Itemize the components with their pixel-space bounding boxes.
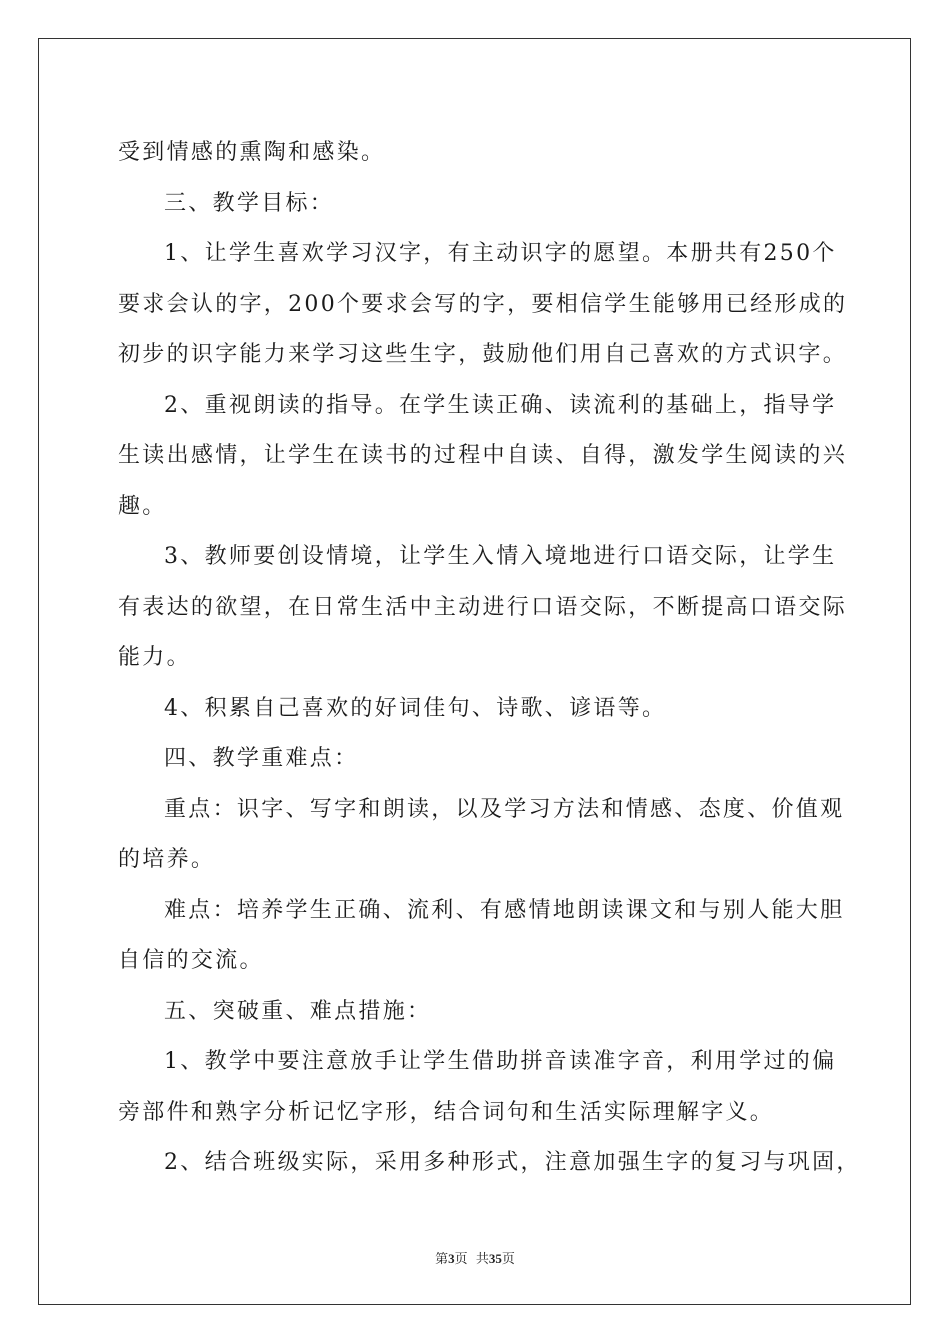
- text-line: 趣。: [118, 493, 167, 519]
- total-prefix: 共: [475, 1252, 489, 1267]
- page-footer: [0, 1248, 950, 1267]
- text-line: 要求会认的字，200个要求会写的字，要相信学生能够用已经形成的: [118, 291, 848, 317]
- text-line: 生读出感情，让学生在读书的过程中自读、自得，激发学生阅读的兴: [118, 443, 848, 468]
- page-number: 3: [448, 1251, 455, 1266]
- text-line: 4、积累自己喜欢的好词佳句、诗歌、谚语等。: [164, 695, 667, 721]
- section-heading: 四、教学重难点：: [164, 746, 359, 771]
- text-line: 难点：培养学生正确、流利、有感情地朗读课文和与别人能大胆: [164, 897, 845, 923]
- text-line: 能力。: [118, 645, 191, 670]
- text-line: 3、教师要创设情境，让学生入情入境地进行口语交际，让学生: [164, 544, 837, 569]
- text-line: 2、重视朗读的指导。在学生读正确、读流利的基础上，指导学: [164, 392, 837, 418]
- text-line: 1、教学中要注意放手让学生借助拼音读准字音，利用学过的偏: [164, 1049, 837, 1074]
- text-line: 的培养。: [118, 847, 216, 872]
- text-line: 自信的交流。: [118, 948, 264, 973]
- text-line: 有表达的欲望，在日常生活中主动进行口语交际，不断提高口语交际: [118, 594, 848, 620]
- document-body: [118, 128, 861, 1189]
- section-heading: 五、突破重、难点措施：: [164, 998, 432, 1024]
- text-line: 初步的识字能力来学习这些生字，鼓励他们用自己喜欢的方式识字。: [118, 342, 848, 367]
- total-suffix: 页: [501, 1252, 515, 1267]
- text-line: 1、让学生喜欢学习汉字，有主动识字的愿望。本册共有250个: [164, 241, 837, 266]
- page-label-suffix: 页: [454, 1252, 468, 1267]
- text-line: 2、结合班级实际，采用多种形式，注意加强生字的复习与巩固，: [164, 1150, 861, 1175]
- text-line: 重点：识字、写字和朗读，以及学习方法和情感、态度、价值观: [164, 796, 845, 822]
- total-pages: 35: [488, 1251, 502, 1266]
- text-line: 旁部件和熟字分析记忆字形，结合词句和生活实际理解字义。: [118, 1099, 775, 1125]
- text-line: 受到情感的熏陶和感染。: [118, 140, 386, 165]
- page-label-prefix: 第: [435, 1252, 449, 1267]
- section-heading: 三、教学目标：: [164, 190, 335, 216]
